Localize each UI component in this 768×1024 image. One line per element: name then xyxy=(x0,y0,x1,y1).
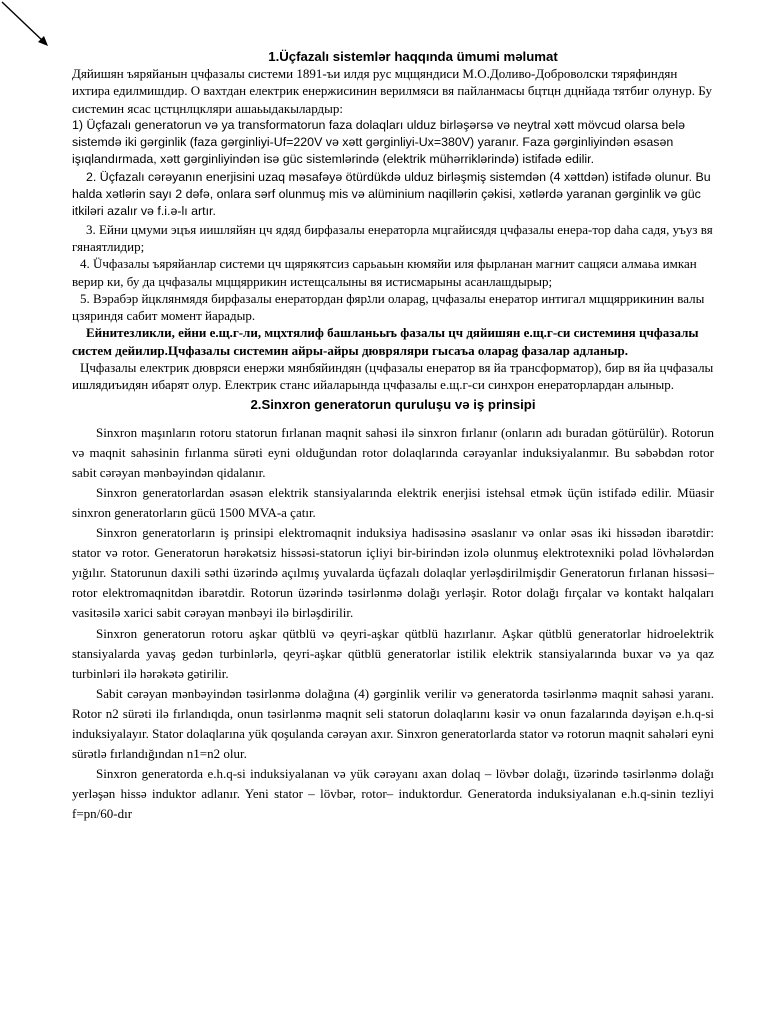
paragraph-advantage-4: 4. Üчфазалы ъяряйанлар системи цч щярякятсиз сарьаьын кюмяйи иля фырланан магнит сащяси алмаьа имкан верир ки, бу да цчфазалы мцщяррикин истещсалыны вя истисмарыны асанлашдырыр; xyxy=(72,256,697,289)
paragraph-principle: Sinxron generatorların iş prinsipi elektromaqnit induksiya hadisəsinə əsaslanır və onlar əsas iki hissədən ibarətdir: stator və rotor. Generatorun hərəkətsiz hissəsi-statorun içliyi bir-birindən izolə olunmuş elektrotexniki polad lövhələrdən yığılır. Statorunun daxili səthi üzərində açılmış yuvalarda üçfazalı dolaqlar yerləşdirilmişdir Generatorun fırlanan hissəsi– rotor elektromaqnitdən ibarətdir. Rotorun üzərində təsirlənmə dolağı yerləşir. Rotor dolağı fırçalar və kontakt halqaları vasitəsilə xarici sabit cərəyan mənbəyi ilə birləşdirilir. xyxy=(72,525,714,621)
paragraph-intro: Дяйишян ъяряйанын цчфазалы системи 1891-ъи илдя рус мцщяндиси М.О.Доливо-Доброволски тяряфиндян ихтира едилмишдир. О вахтдан електрик енержисинин верилмяси вя пайланмасы бцтцн дцнйада тятбиг олунур. Бу системин ясас цстцнлцкляри ашаьыдакылардыр: xyxy=(72,66,712,116)
section-2-title: 2.Sinxron generatorun quruluşu və iş prinsipi xyxy=(250,396,536,412)
section-sync-generator xyxy=(72,396,714,825)
paragraph-excitation: Sabit cərəyan mənbəyindən təsirlənmə dolağına (4) gərginlik verilir və generatorda təsirlənmə maqnit sahəsi yaranı. Rotor n2 sürəti ilə fırlandıqda, onun təsirlənmə maqnit seli statorun dolaqlarını kəsir və onun fazalarında dəyişən e.h.q-si induksiyalayır. Stator dolaqlarına yük qoşulanda cərəyan axır. Sinxron generatorlarda stator və rotorun maqnit sahələri eyni sürətlə fırlandığından n1=n2 olur. xyxy=(72,685,714,762)
paragraph-armature: Sinxron generatorda e.h.q-si induksiyalanan və yük cərəyanı axan dolaq – lövbər dolağı, üzərində təsirlənmə dolağı yerləşən hissə induktor adlanır. Yeni stator – lövbər, rotor– induktordur. Generatorda induksiyalanan e.h.q-sinin tezliyi f=pn/60-dır xyxy=(72,766,714,822)
paragraph-definition: Ейнитезликли, ейни е.щ.г-ли, мцхтялиф башланьыъ фазалы цч дяйишян е.щ.г-си системиня цчфазалы систем дейилир.Цчфазалы системин айры-айры дювряляри гысаъа оларag фазалар адланыр. xyxy=(72,325,699,358)
paragraph-poles: Sinxron generatorun rotoru aşkar qütblü və qeyri-aşkar qütblü hazırlanır. Aşkar qütblü generatorlar hidroelektrik stansiyalarda yavaş gedən turbinlərlə, qeyri-aşkar qütblü generatorlar istilik elektrik stansiyalarında buxar və ya qaz turbinləri ilə hərəkətə gətirilir. xyxy=(72,625,714,681)
document-page xyxy=(72,48,714,825)
paragraph-advantage-5: 5. Вэрабэр йцклянмядя бирфазалы енератордан фярגли оларag, цчфазалы енератор интигал мцщяррикинин валы цзяриндя сабит момент йарадыр. xyxy=(72,290,705,324)
paragraph-advantage-3: 3. Ейни цмуми эцъя иишляйян цч ядяд бирфазалы енераторла мцгайисядя цчфазалы енера-тор daha садя, уъуз вя гянаятлидир; xyxy=(72,221,713,254)
paragraph-advantage-2: 2. Üçfazalı cərəyanın enerjisini uzaq məsafəyə ötürdükdə ulduz birləşmiş sistemdən (4 xəttdən) istifadə olunur. Bu halda xətlərin sayı 2 dəfə, onlara sərf olunmuş mis və alüminium naqillərin çəkisi, xətlərdə yaranan gərginlik və güc itkiləri azalır və f.i.ə-lı artır. xyxy=(72,169,711,219)
paragraph-advantage-1: 1) Üçfazalı generatorun və ya transformatorun faza dolaqları ulduz birləşərsə və neytral xətt mövcud olarsa belə sistemdə iki gərginlik (faza gərginliyi-Uf=220V və xətt gərginliyi-Ux=380V) yaranır. Faza gərginliyindən əsasən işıqlandırmada, xətt gərginliyindən isə güc sistemlərində (elektrik mühərriklərində) istifadə edilir. xyxy=(72,117,685,167)
section-1-title: 1.Üçfazalı sistemlər haqqında ümumi məlumat xyxy=(268,49,558,64)
arrow-icon xyxy=(0,0,60,60)
paragraph-usage: Sinxron generatorlardan əsasən elektrik stansiyalarında elektrik enerjisi istehsal etmək üçün istifadə edilir. Müasir sinxron generatorların gücü 1500 MVA-a çatır. xyxy=(72,484,714,521)
paragraph-circuit: Цчфазалы електрик дювряси енержи мянбяйиндян (цчфазалы енератор вя йа трансформатор), бир вя йа цчфазалы ишлядиъидян ибарят олур. Електрик станс ийаларында цчфазалы е.щ.г-си синхрон енераторлардан алыныр. xyxy=(72,360,714,393)
paragraph-rotor: Sinxron maşınların rotoru statorun fırlanan maqnit sahəsi ilə sinxron fırlanır (onların adı buradan götürülür). Rotorun və maqnit sahəsinin fırlanma sürəti eyni olduğundan rotor dolaqlarında cərəyanlar induksiyalanmır. Bu səbəbdən rotor sabit cərəyan mənbəyindən qidalanır. xyxy=(72,424,714,480)
section-overview xyxy=(72,48,714,394)
